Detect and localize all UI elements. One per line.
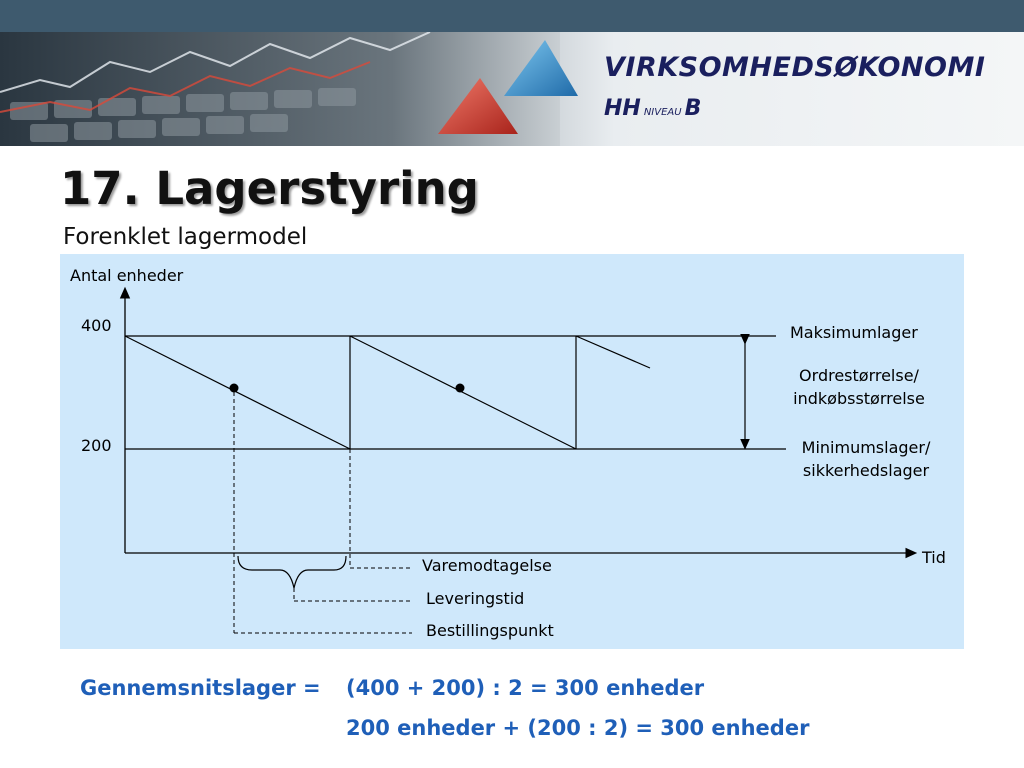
brand-niveau: NIVEAU [643,107,682,118]
consumption-line-3 [576,336,650,368]
min-level-label-line1: Minimumslager/ [801,438,931,457]
reorder-point-dot-1 [230,384,239,393]
order-size-label-line2: indkøbsstørrelse [793,389,925,408]
consumption-line-1 [125,336,350,449]
brand-title: VIRKSOMHEDSØKONOMI [604,52,986,83]
max-level-label: Maksimumlager [790,323,918,342]
formula-line-1: (400 + 200) : 2 = 300 enheder [346,676,705,700]
order-size-label [780,364,938,410]
min-level-label [788,436,944,482]
page-subtitle: Forenklet lagermodel [63,224,308,250]
brand-b: B [684,96,702,121]
page-title: 17. Lagerstyring [60,162,479,215]
formula-line-2: 200 enheder + (200 : 2) = 300 enheder [346,716,810,740]
tick-400: 400 [81,316,112,335]
min-level-label-line2: sikkerhedslager [802,461,930,480]
x-axis-label: Tid [922,548,946,567]
lead-time-brace [238,556,346,588]
tick-200: 200 [81,436,112,455]
lead-time-label: Leveringstid [426,589,525,608]
brand-hh: HH [604,96,641,121]
order-size-label-line1: Ordrestørrelse/ [799,366,919,385]
reorder-point-dot-2 [456,384,465,393]
consumption-line-2 [350,336,576,449]
reorder-point-label: Bestillingspunkt [426,621,554,640]
y-axis-label: Antal enheder [70,266,184,285]
receipt-label: Varemodtagelse [422,556,552,575]
average-stock-label: Gennemsnitslager = [80,676,321,700]
